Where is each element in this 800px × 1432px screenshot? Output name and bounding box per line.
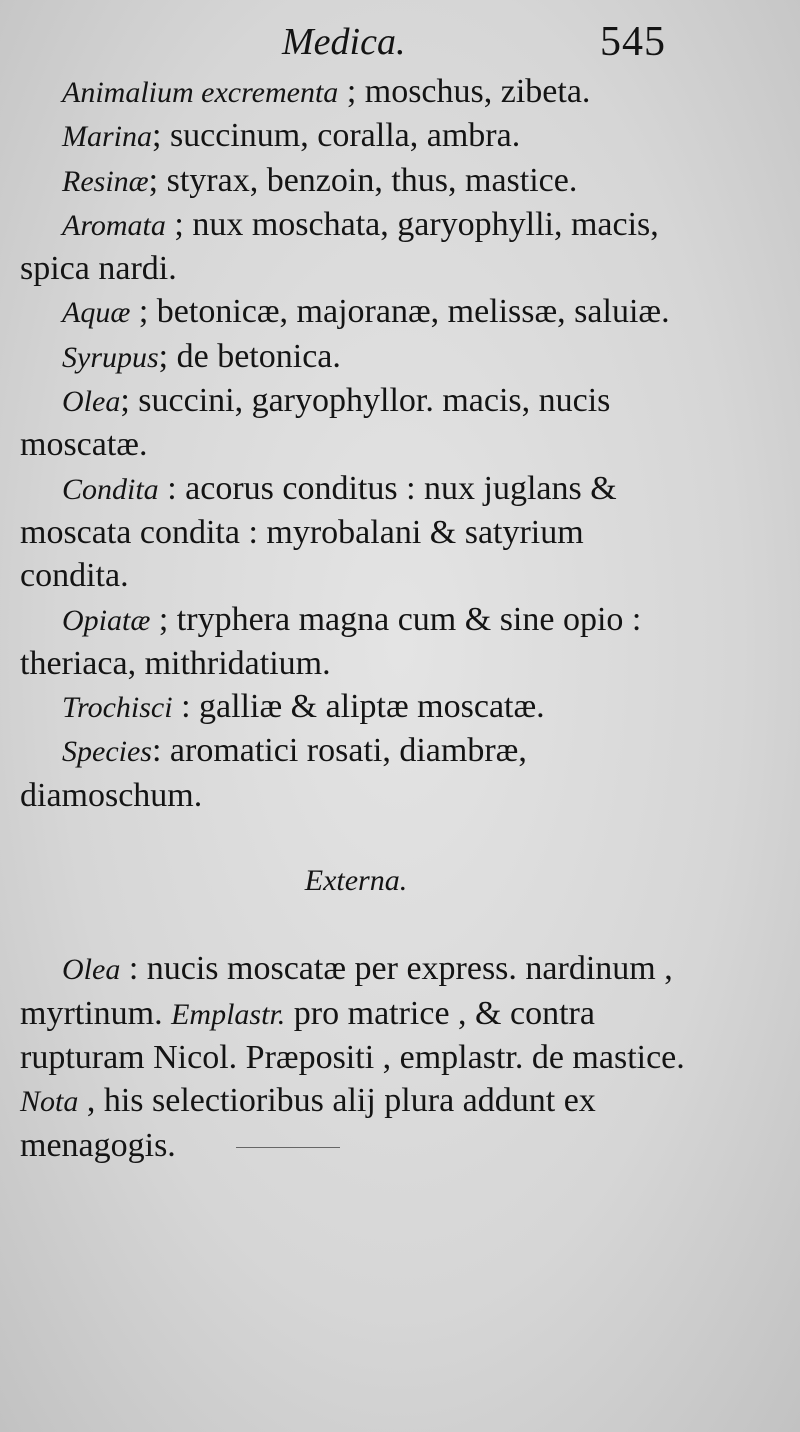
entry-label: Resinæ	[62, 164, 149, 198]
entry-opiatae	[20, 598, 692, 686]
entry-condita	[20, 467, 692, 598]
entry-text: : acorus conditus : nux juglans & moscata condita : myrobalani & satyrium condita.	[20, 469, 617, 595]
entry-text: ; de betonica.	[158, 337, 341, 375]
entry-externa-olea	[20, 947, 692, 1166]
entry-resinae	[20, 159, 692, 203]
entry-text: ; betonicæ, majoranæ, melissæ, saluiæ.	[130, 293, 670, 331]
entry-text: ; styrax, benzoin, thus, mastice.	[148, 161, 578, 199]
entry-label: Condita	[62, 472, 159, 506]
entry-label: Olea	[62, 385, 121, 419]
section-heading: Externa.	[304, 864, 408, 898]
entry-aromata	[20, 203, 692, 291]
entry-text: : galliæ & aliptæ moscatæ.	[172, 688, 545, 726]
entry-text: : aromatici rosati, diambræ, diamoschum.	[20, 732, 527, 814]
end-rule	[236, 1147, 340, 1148]
entry-text: pro matrice , & contra rupturam Nicol. Præpositi , emplastr. de mastice.	[20, 994, 685, 1076]
page-number: 545	[600, 19, 666, 65]
entry-label: Animalium excrementa	[62, 76, 339, 109]
entry-label: Aquæ	[62, 296, 131, 330]
page-body	[20, 70, 692, 1167]
entry-animalium	[20, 70, 692, 114]
entry-label: Olea	[62, 953, 121, 987]
entry-species	[20, 729, 692, 817]
entry-text: , his selectioribus alij plura addunt ex menagogis.	[20, 1082, 596, 1164]
entry-label: Trochisci	[62, 691, 173, 725]
entry-aquae	[20, 290, 692, 334]
entry-label: Syrupus	[62, 340, 159, 374]
entry-label-emplastr: Emplastr.	[171, 997, 286, 1031]
entry-label: Opiatæ	[62, 603, 151, 637]
entry-label-nota: Nota	[20, 1085, 79, 1119]
entry-trochisci	[20, 685, 692, 729]
entry-marina	[20, 114, 692, 158]
entry-text: ; tryphera magna cum & sine opio : theriaca, mithridatium.	[20, 600, 642, 682]
entry-label: Marina	[62, 120, 152, 154]
entry-label: Aromata	[62, 208, 166, 242]
entry-text: ; nux moschata, garyophylli, macis, spica nardi.	[20, 205, 659, 288]
running-title: Medica.	[282, 21, 406, 63]
entry-label: Species	[62, 735, 152, 769]
entry-text: : nucis moscatæ per express. nardinum , myrtinum.	[20, 950, 673, 1032]
entry-text: ; moschus, zibeta.	[338, 73, 591, 110]
page-header	[0, 18, 800, 68]
entry-text: ; succini, garyophyllor. macis, nucis moscatæ.	[20, 382, 611, 464]
entry-syrupus	[20, 335, 692, 379]
entry-text: ; succinum, coralla, ambra.	[152, 117, 521, 155]
entry-olea	[20, 379, 692, 467]
